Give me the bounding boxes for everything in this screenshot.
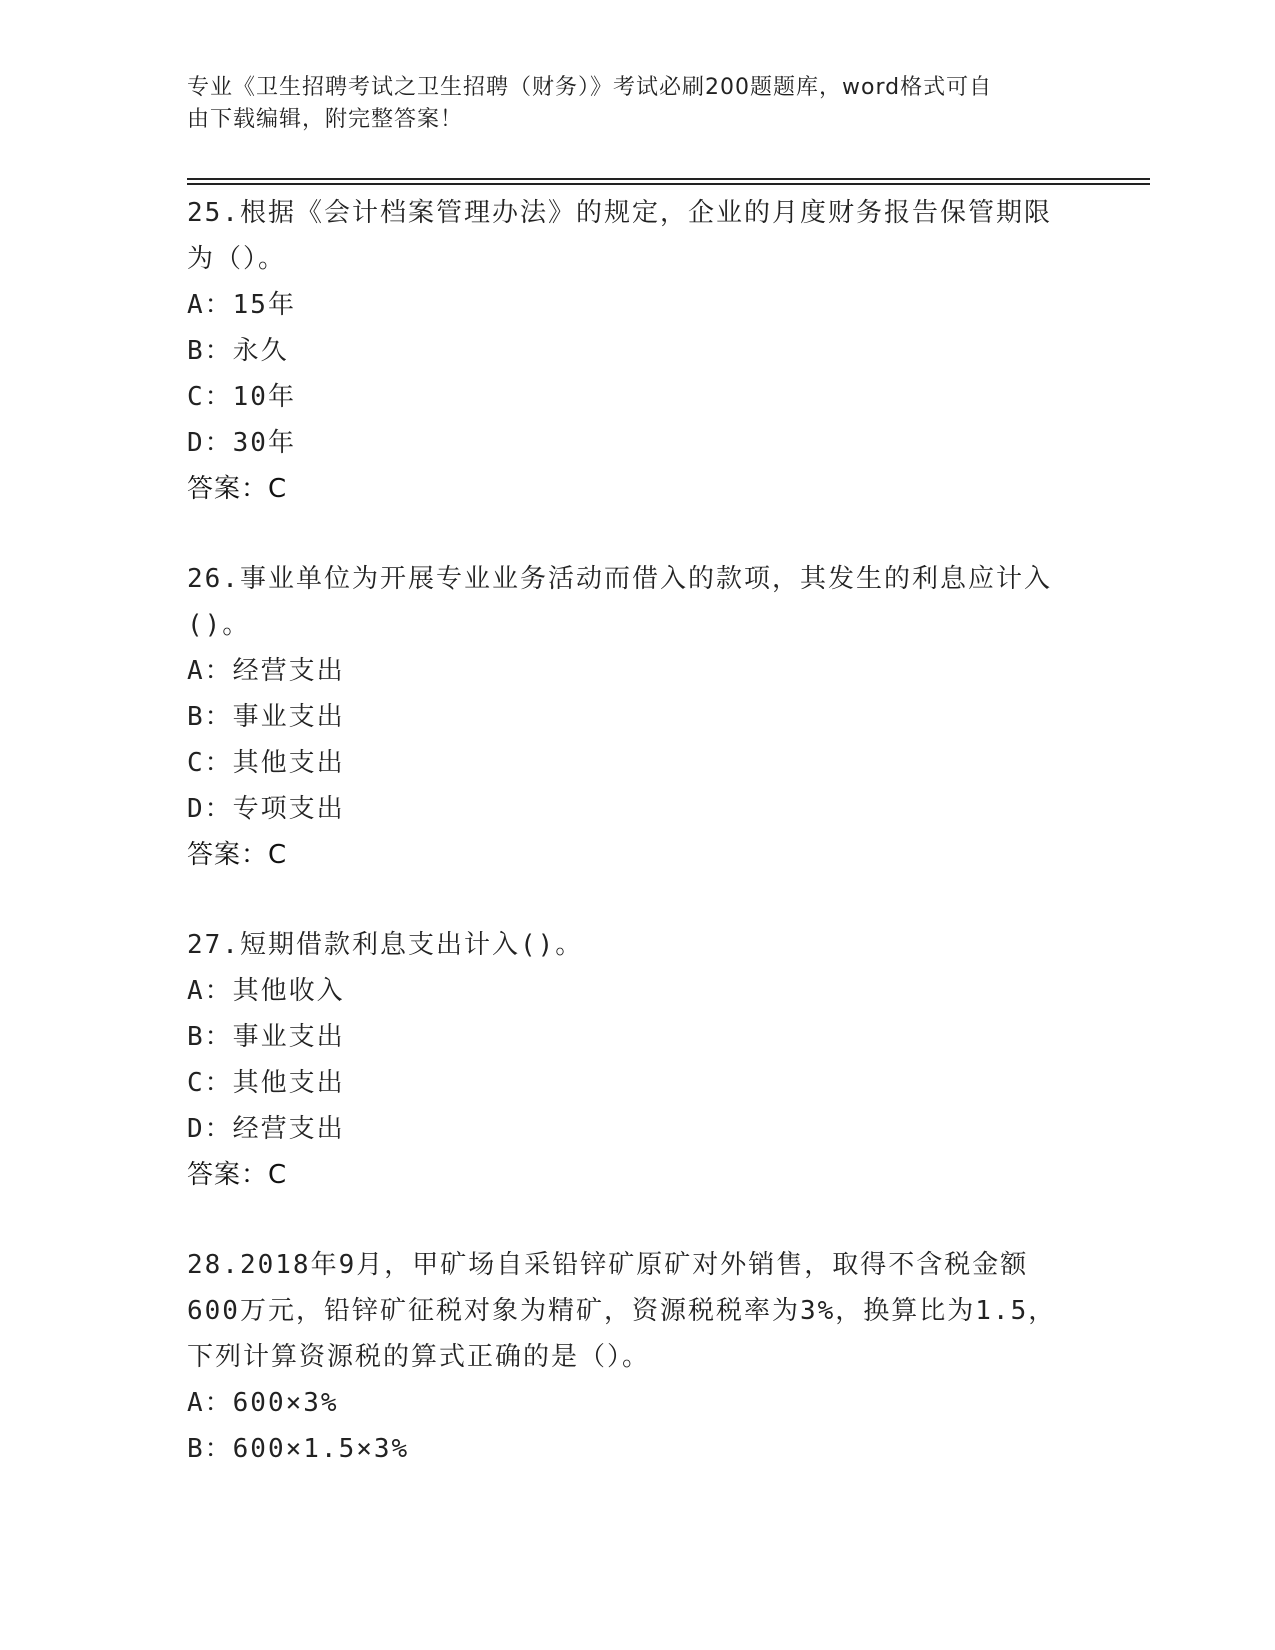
header-divider-bottom (187, 183, 1150, 185)
question-stem (187, 190, 1087, 282)
option-c: C：10年 (187, 382, 296, 412)
option-b: B：事业支出 (187, 702, 345, 732)
stem-line: 下列计算资源税的算式正确的是（）。 (187, 1342, 651, 1372)
question-stem (187, 1242, 1087, 1380)
option-b: B：600×1.5×3% (187, 1434, 410, 1464)
question-25 (187, 190, 1087, 512)
header-line-1: 专业《卫生招聘考试之卫生招聘（财务）》考试必刷200题题库，word格式可自 (187, 75, 993, 100)
question-stem (187, 556, 1087, 648)
question-stem (187, 922, 1087, 968)
option-a: A：600×3% (187, 1388, 339, 1418)
answer: 答案：C (187, 474, 288, 504)
header-line-2: 由下载编辑，附完整答案！ (187, 107, 464, 132)
stem-line: 25.根据《会计档案管理办法》的规定，企业的月度财务报告保管期限 (187, 198, 1052, 228)
option-b: B：永久 (187, 336, 289, 366)
stem-line: 27.短期借款利息支出计入()。 (187, 930, 584, 960)
stem-line: 600万元，铅锌矿征税对象为精矿，资源税税率为3%，换算比为1.5， (187, 1296, 1057, 1326)
option-d: D：经营支出 (187, 1114, 345, 1144)
option-d: D：30年 (187, 428, 296, 458)
stem-line: ()。 (187, 610, 251, 640)
question-27 (187, 922, 1087, 1198)
option-d: D：专项支出 (187, 794, 345, 824)
option-a: A：其他收入 (187, 976, 345, 1006)
stem-line: 为（）。 (187, 244, 287, 274)
option-c: C：其他支出 (187, 748, 345, 778)
option-a: A：15年 (187, 290, 296, 320)
answer: 答案：C (187, 1160, 288, 1190)
question-26 (187, 556, 1087, 878)
question-28 (187, 1242, 1087, 1472)
option-a: A：经营支出 (187, 656, 345, 686)
question-list (187, 190, 1087, 1516)
header-divider-top (187, 178, 1150, 180)
stem-line: 26.事业单位为开展专业业务活动而借入的款项，其发生的利息应计入 (187, 564, 1052, 594)
option-c: C：其他支出 (187, 1068, 345, 1098)
answer: 答案：C (187, 840, 288, 870)
document-header (187, 72, 1067, 136)
option-b: B：事业支出 (187, 1022, 345, 1052)
stem-line: 28.2018年9月，甲矿场自采铅锌矿原矿对外销售，取得不含税金额 (187, 1250, 1029, 1280)
